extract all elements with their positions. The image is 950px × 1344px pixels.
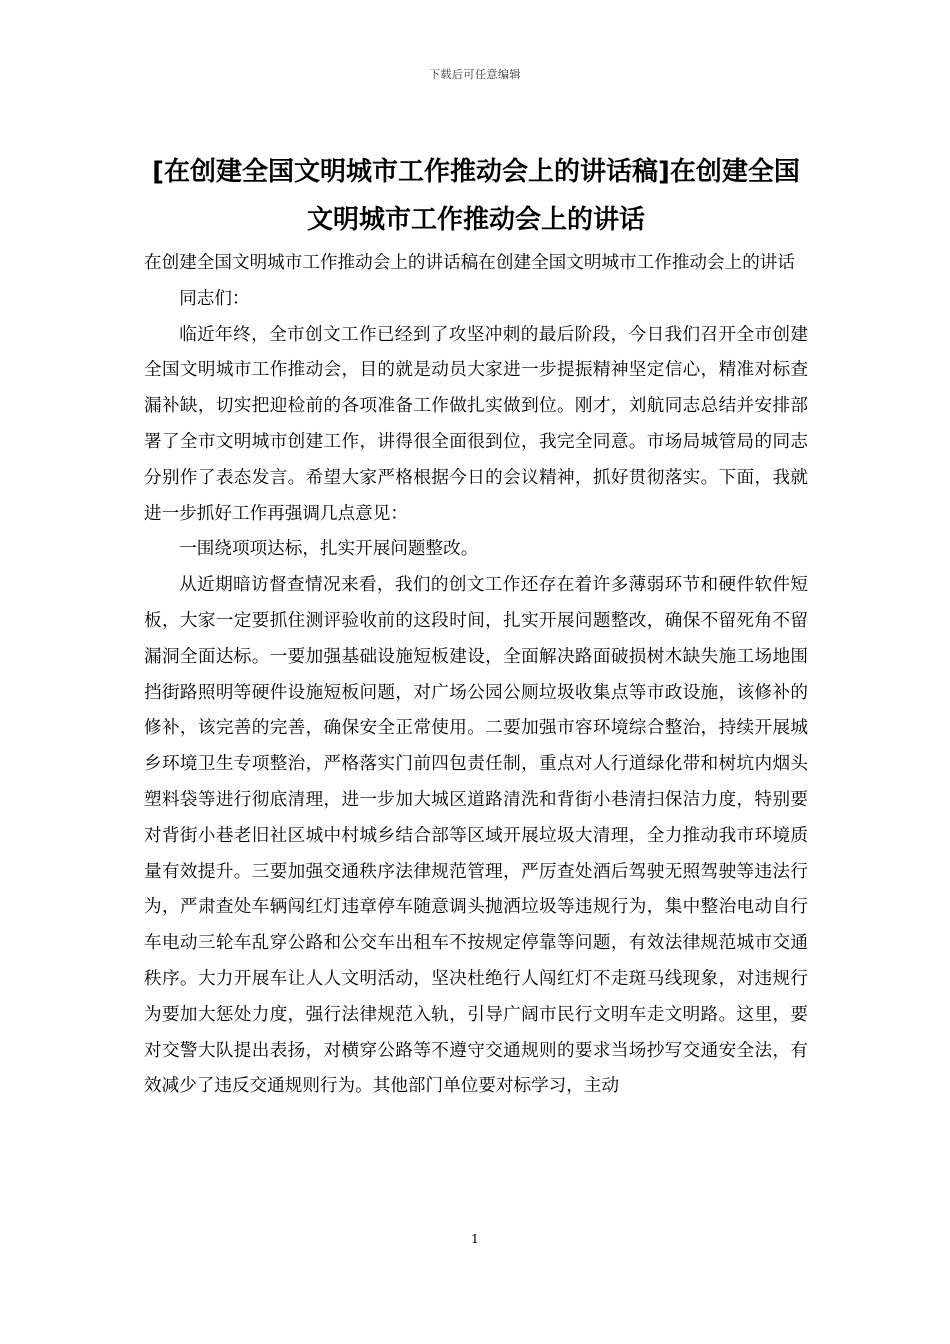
body-paragraph: 从近期暗访督查情况来看，我们的创文工作还存在着许多薄弱环节和硬件软件短板，大家一定要抓住测评验收前的这段时间，扎实开展问题整改，确保不留死角不留漏洞全面达标。一要加强基础设施短板建设，全面解决路面破损树木缺失施工场地围挡街路照明等硬件设施短板问题，对广场公园公厕垃圾收集点等市政设施，该修补的修补，该完善的完善，确保安全正常使用。二要加强市容环境综合整治，持续开展城乡环境卫生专项整治，严格落实门前四包责任制，重点对人行道绿化带和树坑内烟头塑料袋等进行彻底清理，进一步加大城区道路清洗和背街小巷清扫保洁力度，特别要对背街小巷老旧社区城中村城乡结合部等区域开展垃圾大清理，全力推动我市环境质量有效提升。三要加强交通秩序法律规范管理，严厉查处酒后驾驶无照驾驶等违法行为，严肃查处车辆闯红灯违章停车随意调头抛洒垃圾等违规行为，集中整治电动自行车电动三轮车乱穿公路和公交车出租车不按规定停靠等问题，有效法律规范城市交通秩序。大力开展车让人人文明活动，坚决杜绝行人闯红灯不走斑马线现象，对违规行为要加大惩处力度，强行法律规范入轨，引导广阔市民行文明车走文明路。这里，要对交警大队提出表扬，对横穿公路等不遵守交通规则的要求当场抄写交通安全法，有效减少了违反交通规则行为。其他部门单位要对标学习，主动 <box>144 575 808 1097</box>
subtitle-paragraph: 在创建全国文明城市工作推动会上的讲话稿在创建全国文明城市工作推动会上的讲话 <box>144 253 795 273</box>
section-heading: 一围绕项项达标，扎实开展问题整改。 <box>179 539 479 560</box>
page-number: 1 <box>471 1232 479 1246</box>
salutation-paragraph: 同志们： <box>179 288 250 309</box>
document-title: [在创建全国文明城市工作推动会上的讲话稿]在创建全国文明城市工作推动会上的讲话 <box>152 157 800 235</box>
body-paragraph: 临近年终，全市创文工作已经到了攻坚冲刺的最后阶段，今日我们召开全市创建全国文明城市工作推动会，目的就是动员大家进一步提振精神坚定信心，精准对标查漏补缺，切实把迎检前的各项准备工作做扎实做到位。刚才，刘航同志总结并安排部署了全市文明城市创建工作，讲得很全面很到位，我完全同意。市场局城管局的同志分别作了表态发言。希望大家严格根据今日的会议精神，抓好贯彻落实。下面，我就进一步抓好工作再强调几点意见： <box>144 324 808 524</box>
document-body <box>144 246 808 1105</box>
page-header: 下载后可任意编辑 <box>429 68 521 81</box>
